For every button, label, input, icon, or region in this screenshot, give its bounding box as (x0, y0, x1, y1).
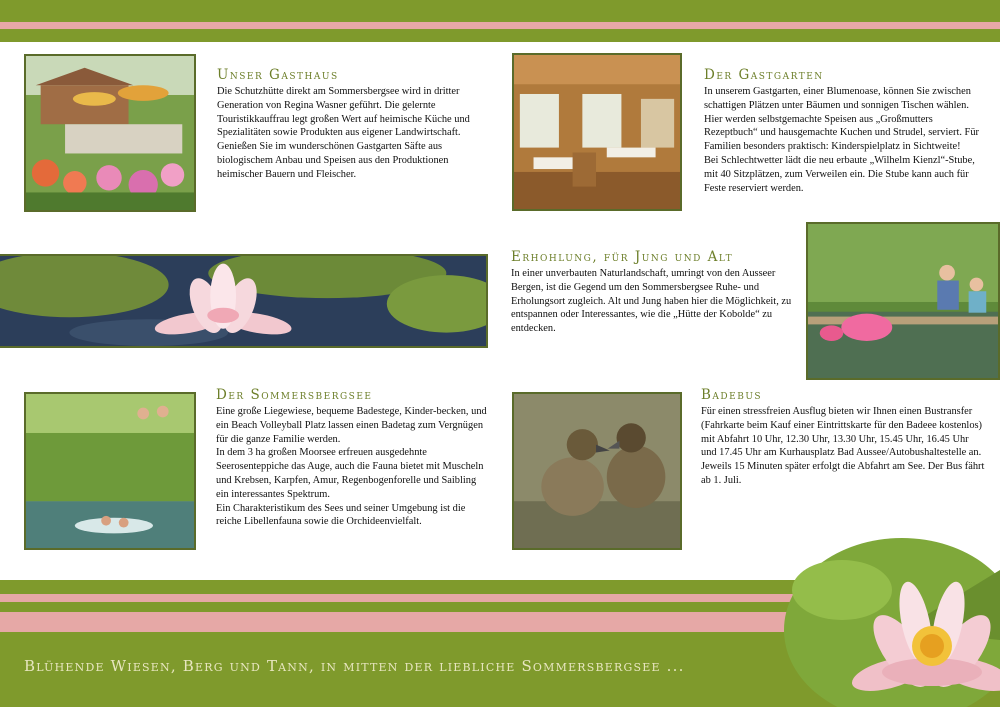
bathing-dock-photo (806, 222, 1000, 380)
section-title: Erhohlung, für Jung und Alt (511, 249, 734, 265)
section-sommersbergsee (216, 388, 491, 529)
corner-water-lily-image (782, 530, 1000, 707)
section-gasthaus (217, 68, 487, 182)
section-title: Badebus (701, 387, 763, 403)
section-title: Unser Gasthaus (217, 67, 339, 83)
section-title: Der Gastgarten (704, 67, 824, 83)
section-body: In einer unverbauten Naturlandschaft, umringt von den Ausseer Bergen, ist die Gegend um den Sommersbergsee Ruhe- und Erholungsort zugleich. Alt und Jung haben hier die Möglichkeit, zu entspannen oder Interessantes, wie die „Hütte der Kobolde“ zu entdecken. (511, 268, 792, 335)
section-body: Die Schutzhütte direkt am Sommersbergsee wird in dritter Generation von Regina Wasner geführt. Die gelernte Touristikkauffrau legt großen Wert auf heimische Küche und Spezialitäten sowie Produkten aus eigener Landwirtschaft. Genießen Sie im wunderschönen Gastgarten Säfte aus biologischem Anbau und Speisen aus den Produktionen heimischer Bauern und Fleischer. (217, 86, 470, 180)
section-title: Der Sommersbergsee (216, 387, 373, 403)
footer-slogan: Blühende Wiesen, Berg und Tann, in mitten der liebliche Sommersbergsee ... (24, 657, 685, 675)
top-stripe-olive-1 (0, 0, 1000, 22)
top-stripe-pink (0, 22, 1000, 29)
water-lily-photo (0, 254, 488, 348)
section-gastgarten (704, 68, 984, 195)
ducklings-photo (512, 392, 682, 550)
section-body: In unserem Gastgarten, einer Blumenoase, können Sie zwischen schattigen Plätzen unter Bäumen und sonnigen Tischen wählen. Hier werden selbstgemachte Speisen aus „Großmutters Rezeptbuch“ und hausgemachte Kuchen und Strudel, serviert. Für Familien besonders praktisch: Kinderspielplatz in Sichtweite! Bei Schlechtwetter lädt die neu erbaute „Wilhelm Kienzl“-Stube, mit 40 Sitzplätzen, zum Verweilen ein. Die Stube kann auch für Feste reserviert werden. (704, 86, 979, 194)
section-erholung (511, 250, 796, 336)
section-body: Für einen stressfreien Ausflug bieten wir Ihnen einen Bustransfer (Fahrkarte beim Kauf einer Eintrittskarte für den Badeee kostenlos) mit Abfahrt 10 Uhr, 12.30 Uhr, 13.30 Uhr, 15.45 Uhr, 16.45 Uhr und 17.45 Uhr am Kurhausplatz Bad Aussee/Autobushaltestelle an. Jeweils 15 Minuten später erfolgt die Abfahrt am See. Der Bus fährt ab 1. Juli. (701, 406, 985, 486)
top-stripe-olive-2 (0, 29, 1000, 42)
lake-swimmers-photo (24, 392, 196, 550)
section-body: Eine große Liegewiese, bequeme Badestege, Kinder-becken, und ein Beach Volleyball Platz lassen einen Badetag zum Vergnügen für die ganze Familie werden. In dem 3 ha großen Moorsee erfreuen ausgedehnte Seerosenteppiche das Auge, auch die Fauna bietet mit Muscheln und Krebsen, Karpfen, Amur, Regenbogenforelle und Saibling ein interessantes Spektrum. Ein Charakteristikum des Sees und seiner Umgebung ist die reiche Libellenfauna sowie die Orchideenvielfalt. (216, 406, 487, 528)
gasthaus-photo (24, 54, 196, 212)
gastgarten-photo (512, 53, 682, 211)
section-badebus (701, 388, 986, 488)
